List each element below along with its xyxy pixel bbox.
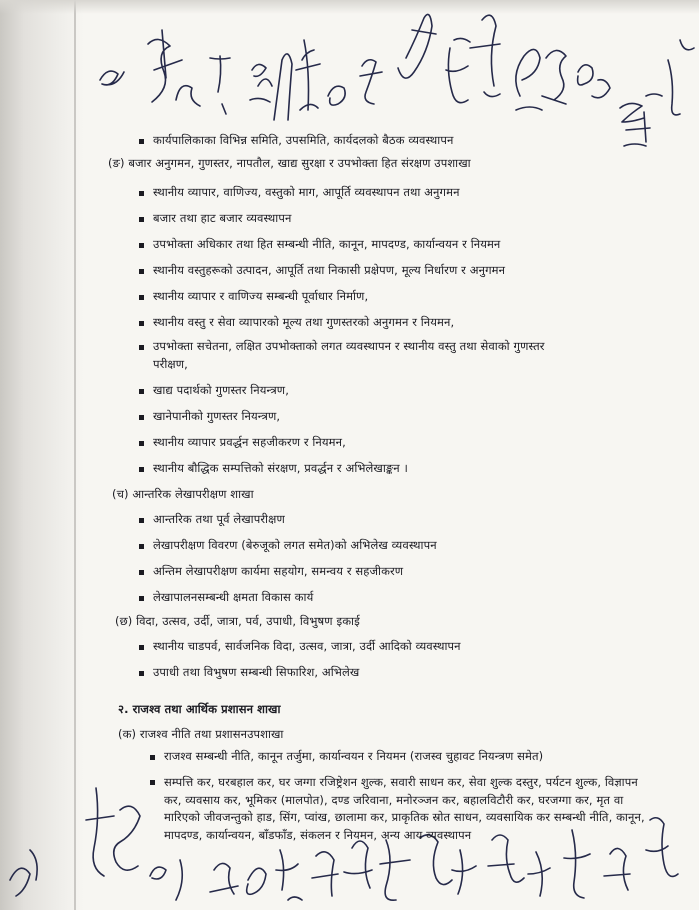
bullet-icon <box>139 570 144 575</box>
bullet-icon <box>150 780 155 785</box>
binding-edge-line <box>74 0 76 910</box>
section-heading: २. राजश्व तथा आर्थिक प्रशासन शाखा <box>118 702 281 716</box>
subsection-heading: (क) राजश्व नीति तथा प्रशासनउपशाखा <box>118 727 284 741</box>
signature-left-margin <box>0 820 80 910</box>
bullet-icon <box>139 596 144 601</box>
list-item-text: स्थानीय वस्तुहरूको उत्पादन, आपूर्ति तथा निकासी प्रक्षेपण, मूल्य निर्धारण र अनुगमन <box>153 263 506 277</box>
subsection-heading: (च) आन्तरिक लेखापरीक्षण शाखा <box>112 487 254 501</box>
bullet-icon <box>139 441 144 446</box>
list-item-text: उपभोक्ता सचेतना, लक्षित उपभोक्ताको लगत व्यवस्थापन र स्थानीय वस्तु तथा सेवाको गुणस्तर <box>153 339 545 353</box>
bullet-icon <box>139 645 144 650</box>
list-item-text: उपाधी तथा विभुषण सम्बन्धी सिफारिश, अभिलेख <box>153 665 360 679</box>
bullet-icon <box>139 544 144 549</box>
bullet-icon <box>139 139 144 144</box>
list-item-text: आन्तरिक तथा पूर्व लेखापरीक्षण <box>153 512 285 526</box>
list-item-text: अन्तिम लेखापरीक्षण कार्यमा सहयोग, समन्वय र सहजीकरण <box>153 564 404 578</box>
bullet-icon <box>139 345 144 350</box>
subsection-heading: (छ) विदा, उत्सव, उर्दी, जात्रा, पर्व, उपाधी, विभुषण इकाई <box>115 614 360 628</box>
bullet-icon <box>139 467 144 472</box>
bullet-icon <box>139 295 144 300</box>
binding-gutter-shadow <box>0 0 84 910</box>
list-item-text: बजार तथा हाट बजार व्यवस्थापन <box>153 211 292 225</box>
list-item-text: स्थानीय व्यापार प्रवर्द्धन सहजीकरण र नियमन, <box>153 435 346 449</box>
bullet-icon <box>139 518 144 523</box>
list-item-text: उपभोक्ता अधिकार तथा हित सम्बन्धी नीति, कानून, मापदण्ड, कार्यान्वयन र नियमन <box>153 237 501 251</box>
list-item-text: राजश्व सम्बन्धी नीति, कानून तर्जुमा, कार्यान्वयन र नियमन (राजस्व चुहावट नियन्त्रण समेत) <box>164 749 544 763</box>
bullet-icon <box>139 321 144 326</box>
bullet-icon <box>139 269 144 274</box>
list-item-text: स्थानीय व्यापार, वाणिज्य, वस्तुको माग, आपूर्ति व्यवस्थापन तथा अनुगमन <box>153 185 460 199</box>
bullet-icon <box>139 415 144 420</box>
bullet-icon <box>150 755 155 760</box>
list-item-text: खाद्य पदार्थको गुणस्तर नियन्त्रण, <box>153 383 289 397</box>
list-item-text: सम्पत्ति कर, घरबहाल कर, घर जग्गा रजिष्ट्रेशन शुल्क, सवारी साधन कर, सेवा शुल्क दस्तुर, पर्यटन शुल्क, विज्ञापन कर, व्यवसाय कर, भूमिकर (मालपोत), दण्ड जरिवाना, मनोरञ्जन कर, बहालविटौरी कर, घरजग्गा कर, मृत वा मारिएको जीवजन्तुको हाड, सिंग, प्वांख, छालामा कर, प्राकृतिक स्रोत साधन, व्यवसायिक कर सम्बन्धी नीति, कानून, मापदण्ड, कार्यान्वयन, बाँडफाँड, संकलन र नियमन, अन्य आय व्यवस्थापन <box>164 775 645 842</box>
list-item-text: खानेपानीको गुणस्तर नियन्त्रण, <box>153 409 281 423</box>
list-item-text: स्थानीय वस्तु र सेवा व्यापारको मूल्य तथा गुणस्तरको अनुगमन र नियमन, <box>153 315 455 329</box>
list-item-text: स्थानीय व्यापार र वाणिज्य सम्बन्धी पूर्वाधार निर्माण, <box>153 289 369 303</box>
list-item-text: स्थानीय बौद्धिक सम्पत्तिको संरक्षण, प्रवर्द्धन र अभिलेखाङ्कन । <box>153 461 408 475</box>
list-item-text-continued: परीक्षण, <box>153 357 188 371</box>
list-item-text: कार्यपालिकाका विभिन्न समिति, उपसमिति, कार्यदलको बैठक व्यवस्थापन <box>153 133 454 147</box>
subsection-heading: (ङ) बजार अनुगमन, गुणस्तर, नापतौल, खाद्य सुरक्षा र उपभोक्ता हित संरक्षण उपशाखा <box>108 156 471 170</box>
bullet-icon <box>139 671 144 676</box>
bullet-icon <box>139 217 144 222</box>
bullet-icon <box>139 243 144 248</box>
list-item-text: लेखापालनसम्बन्धी क्षमता विकास कार्य <box>153 590 314 604</box>
list-item-text: स्थानीय चाडपर्व, सार्वजनिक विदा, उत्सव, जात्रा, उर्दी आदिको व्यवस्थापन <box>153 639 461 653</box>
list-item-text: लेखापरीक्षण विवरण (बेरुजूको लगत समेत)को अभिलेख व्यवस्थापन <box>153 538 437 552</box>
bullet-icon <box>139 389 144 394</box>
bullet-icon <box>139 191 144 196</box>
